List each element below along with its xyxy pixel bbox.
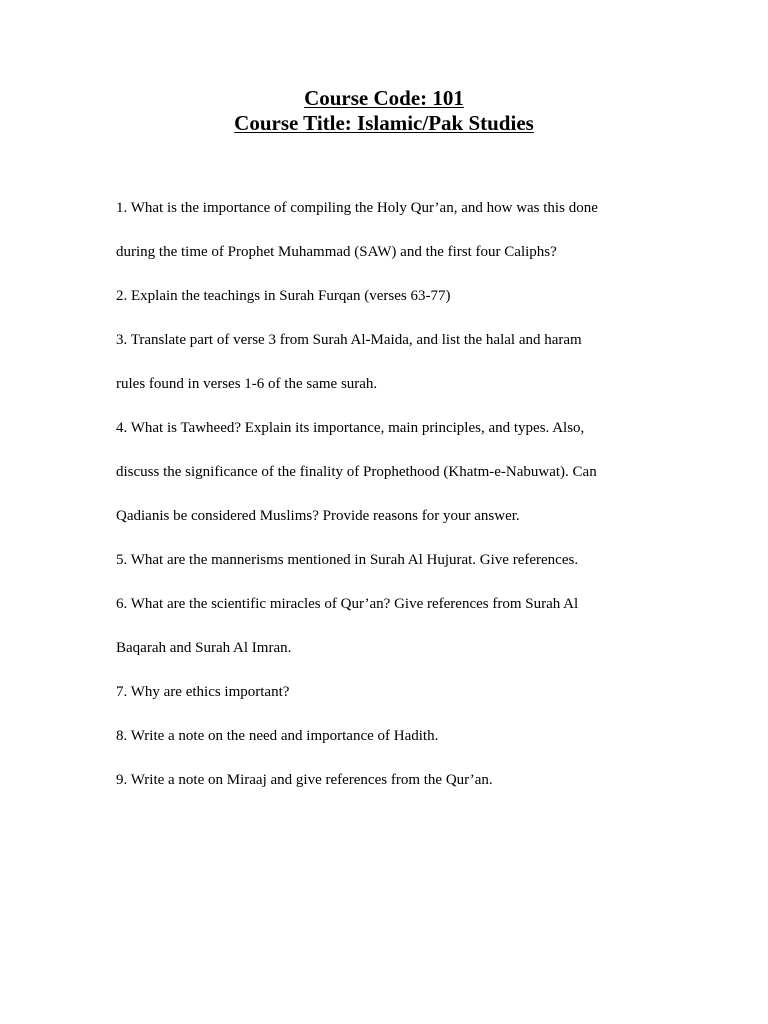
- document-header: [0, 86, 768, 136]
- question-line: Baqarah and Surah Al Imran.: [116, 640, 292, 656]
- question-item-6: [116, 582, 656, 670]
- question-line: during the time of Prophet Muhammad (SAW) and the first four Caliphs?: [116, 244, 557, 260]
- question-line: 6. What are the scientific miracles of Qur’an? Give references from Surah Al: [116, 596, 579, 612]
- question-item-2: [116, 274, 656, 318]
- course-code-heading: Course Code: 101: [304, 86, 464, 110]
- question-line: 4. What is Tawheed? Explain its importance, main principles, and types. Also,: [116, 420, 585, 436]
- question-line: discuss the significance of the finality of Prophethood (Khatm-e-Nabuwat). Can: [116, 464, 597, 480]
- course-title-heading: Course Title: Islamic/Pak Studies: [234, 111, 534, 135]
- question-item-5: [116, 538, 656, 582]
- question-line: rules found in verses 1-6 of the same surah.: [116, 376, 378, 392]
- question-line: 2. Explain the teachings in Surah Furqan (verses 63-77): [116, 288, 451, 304]
- question-line: 1. What is the importance of compiling the Holy Qur’an, and how was this done: [116, 200, 598, 216]
- question-line: 5. What are the mannerisms mentioned in Surah Al Hujurat. Give references.: [116, 552, 579, 568]
- question-line: 9. Write a note on Miraaj and give references from the Qur’an.: [116, 772, 493, 788]
- question-line: 7. Why are ethics important?: [116, 684, 290, 700]
- question-item-4: [116, 406, 656, 538]
- question-item-7: [116, 670, 656, 714]
- question-item-8: [116, 714, 656, 758]
- question-line: 8. Write a note on the need and importance of Hadith.: [116, 728, 439, 744]
- question-line: 3. Translate part of verse 3 from Surah Al-Maida, and list the halal and haram: [116, 332, 582, 348]
- question-list: [116, 186, 656, 802]
- question-item-1: [116, 186, 656, 274]
- question-item-3: [116, 318, 656, 406]
- question-item-9: [116, 758, 656, 802]
- question-line: Qadianis be considered Muslims? Provide reasons for your answer.: [116, 508, 520, 524]
